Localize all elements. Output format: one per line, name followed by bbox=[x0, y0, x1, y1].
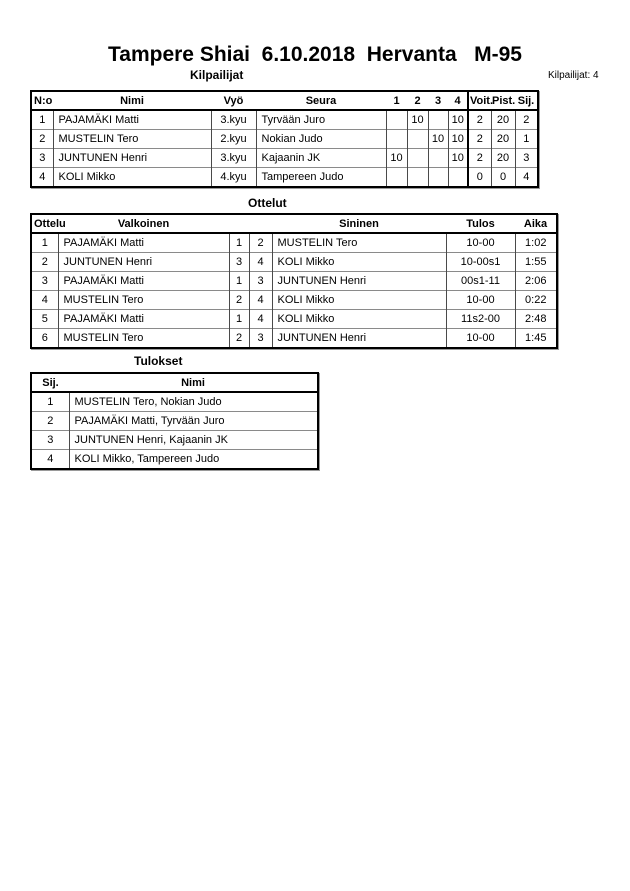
cell-white-name: JUNTUNEN Henri bbox=[58, 253, 229, 272]
competitor-count: Kilpailijat: 4 bbox=[548, 70, 599, 81]
cell-aika: 2:06 bbox=[515, 272, 557, 291]
cell-sij: 3 bbox=[31, 431, 69, 450]
table-header-row bbox=[31, 214, 557, 233]
cell-nimi: MUSTELIN Tero, Nokian Judo bbox=[69, 392, 318, 412]
cell-voit: 2 bbox=[468, 149, 491, 168]
cell-sij: 1 bbox=[515, 130, 538, 149]
table-row bbox=[31, 149, 538, 168]
cell-white-name: MUSTELIN Tero bbox=[58, 291, 229, 310]
table-row bbox=[31, 110, 538, 130]
cell-vyo: 2.kyu bbox=[211, 130, 256, 149]
cell-white-number: 3 bbox=[229, 253, 249, 272]
cell-sij: 4 bbox=[515, 168, 538, 188]
col-header-sininen: Sininen bbox=[272, 214, 446, 233]
matches-table bbox=[30, 213, 558, 349]
col-header-sij: Sij. bbox=[515, 91, 538, 110]
col-header-nimi: Nimi bbox=[53, 91, 211, 110]
section-title-kilpailijat: Kilpailijat bbox=[190, 68, 244, 82]
table-row bbox=[31, 168, 538, 188]
cell-white-number: 2 bbox=[229, 291, 249, 310]
cell-tulos: 10-00 bbox=[446, 291, 515, 310]
table-row bbox=[31, 253, 557, 272]
table-row bbox=[31, 431, 318, 450]
cell-match-no: 5 bbox=[31, 310, 58, 329]
cell-match-no: 4 bbox=[31, 291, 58, 310]
table-row bbox=[31, 450, 318, 470]
cell-white-number: 1 bbox=[229, 233, 249, 253]
table-row bbox=[31, 291, 557, 310]
cell-no: 4 bbox=[31, 168, 53, 188]
cell-aika: 0:22 bbox=[515, 291, 557, 310]
cell-nimi: PAJAMÄKI Matti, Tyrvään Juro bbox=[69, 412, 318, 431]
cell-voit: 0 bbox=[468, 168, 491, 188]
cell-nimi: PAJAMÄKI Matti bbox=[53, 110, 211, 130]
cell-nimi: JUNTUNEN Henri bbox=[53, 149, 211, 168]
cell-round1: 10 bbox=[386, 149, 407, 168]
cell-round2: 10 bbox=[407, 110, 428, 130]
cell-blue-name: JUNTUNEN Henri bbox=[272, 272, 446, 291]
cell-round1 bbox=[386, 168, 407, 188]
cell-round1 bbox=[386, 110, 407, 130]
cell-nimi: JUNTUNEN Henri, Kajaanin JK bbox=[69, 431, 318, 450]
cell-nimi: KOLI Mikko bbox=[53, 168, 211, 188]
cell-round3 bbox=[428, 168, 448, 188]
table-header-row bbox=[31, 373, 318, 392]
table-row bbox=[31, 233, 557, 253]
cell-match-no: 1 bbox=[31, 233, 58, 253]
table-row bbox=[31, 130, 538, 149]
cell-no: 3 bbox=[31, 149, 53, 168]
col-header-no: N:o bbox=[31, 91, 53, 110]
col-header-seura: Seura bbox=[256, 91, 386, 110]
cell-round3: 10 bbox=[428, 130, 448, 149]
table-row bbox=[31, 272, 557, 291]
col-header-nimi: Nimi bbox=[69, 373, 318, 392]
cell-pist: 20 bbox=[491, 149, 515, 168]
cell-sij: 2 bbox=[31, 412, 69, 431]
section-title-tulokset: Tulokset bbox=[134, 354, 183, 368]
table-row bbox=[31, 310, 557, 329]
cell-no: 2 bbox=[31, 130, 53, 149]
cell-aika: 1:45 bbox=[515, 329, 557, 349]
cell-round4 bbox=[448, 168, 468, 188]
col-header-white-number bbox=[229, 214, 249, 233]
cell-blue-name: MUSTELIN Tero bbox=[272, 233, 446, 253]
table-row bbox=[31, 392, 318, 412]
col-header-pist: Pist. bbox=[491, 91, 515, 110]
cell-match-no: 2 bbox=[31, 253, 58, 272]
cell-seura: Tampereen Judo bbox=[256, 168, 386, 188]
col-header-ottelu: Ottelu bbox=[31, 214, 58, 233]
col-header-round3: 3 bbox=[428, 91, 448, 110]
col-header-vyo: Vyö bbox=[211, 91, 256, 110]
cell-aika: 1:55 bbox=[515, 253, 557, 272]
cell-white-number: 1 bbox=[229, 310, 249, 329]
cell-tulos: 00s1-11 bbox=[446, 272, 515, 291]
col-header-round4: 4 bbox=[448, 91, 468, 110]
cell-white-name: PAJAMÄKI Matti bbox=[58, 310, 229, 329]
cell-blue-number: 3 bbox=[249, 329, 272, 349]
cell-round2 bbox=[407, 168, 428, 188]
cell-blue-name: JUNTUNEN Henri bbox=[272, 329, 446, 349]
cell-sij: 4 bbox=[31, 450, 69, 470]
col-header-round2: 2 bbox=[407, 91, 428, 110]
cell-voit: 2 bbox=[468, 110, 491, 130]
cell-round4: 10 bbox=[448, 130, 468, 149]
cell-white-number: 1 bbox=[229, 272, 249, 291]
cell-sij: 2 bbox=[515, 110, 538, 130]
cell-seura: Kajaanin JK bbox=[256, 149, 386, 168]
cell-vyo: 4.kyu bbox=[211, 168, 256, 188]
table-row bbox=[31, 412, 318, 431]
section-title-ottelut: Ottelut bbox=[248, 196, 287, 210]
cell-nimi: MUSTELIN Tero bbox=[53, 130, 211, 149]
page-title: Tampere Shiai 6.10.2018 Hervanta M-95 bbox=[108, 43, 522, 66]
cell-round1 bbox=[386, 130, 407, 149]
cell-white-name: PAJAMÄKI Matti bbox=[58, 272, 229, 291]
table-header-row bbox=[31, 91, 538, 110]
cell-tulos: 10-00s1 bbox=[446, 253, 515, 272]
cell-white-name: MUSTELIN Tero bbox=[58, 329, 229, 349]
cell-vyo: 3.kyu bbox=[211, 110, 256, 130]
cell-tulos: 10-00 bbox=[446, 329, 515, 349]
cell-round3 bbox=[428, 149, 448, 168]
cell-tulos: 10-00 bbox=[446, 233, 515, 253]
cell-vyo: 3.kyu bbox=[211, 149, 256, 168]
cell-sij: 1 bbox=[31, 392, 69, 412]
cell-pist: 20 bbox=[491, 110, 515, 130]
competitors-table bbox=[30, 90, 539, 188]
col-header-tulos: Tulos bbox=[446, 214, 515, 233]
col-header-round1: 1 bbox=[386, 91, 407, 110]
cell-match-no: 6 bbox=[31, 329, 58, 349]
cell-no: 1 bbox=[31, 110, 53, 130]
cell-nimi: KOLI Mikko, Tampereen Judo bbox=[69, 450, 318, 470]
cell-sij: 3 bbox=[515, 149, 538, 168]
table-row bbox=[31, 329, 557, 349]
col-header-sij: Sij. bbox=[31, 373, 69, 392]
results-table bbox=[30, 372, 319, 470]
cell-round3 bbox=[428, 110, 448, 130]
cell-seura: Tyrvään Juro bbox=[256, 110, 386, 130]
col-header-valkoinen: Valkoinen bbox=[58, 214, 229, 233]
cell-blue-name: KOLI Mikko bbox=[272, 253, 446, 272]
cell-seura: Nokian Judo bbox=[256, 130, 386, 149]
cell-aika: 1:02 bbox=[515, 233, 557, 253]
cell-tulos: 11s2-00 bbox=[446, 310, 515, 329]
cell-white-name: PAJAMÄKI Matti bbox=[58, 233, 229, 253]
cell-aika: 2:48 bbox=[515, 310, 557, 329]
cell-round2 bbox=[407, 149, 428, 168]
cell-round4: 10 bbox=[448, 110, 468, 130]
cell-pist: 0 bbox=[491, 168, 515, 188]
col-header-aika: Aika bbox=[515, 214, 557, 233]
cell-match-no: 3 bbox=[31, 272, 58, 291]
cell-voit: 2 bbox=[468, 130, 491, 149]
cell-blue-number: 2 bbox=[249, 233, 272, 253]
cell-blue-number: 4 bbox=[249, 310, 272, 329]
cell-blue-number: 4 bbox=[249, 291, 272, 310]
cell-blue-name: KOLI Mikko bbox=[272, 291, 446, 310]
cell-white-number: 2 bbox=[229, 329, 249, 349]
cell-pist: 20 bbox=[491, 130, 515, 149]
cell-blue-number: 4 bbox=[249, 253, 272, 272]
col-header-voit: Voit. bbox=[468, 91, 491, 110]
cell-blue-name: KOLI Mikko bbox=[272, 310, 446, 329]
cell-blue-number: 3 bbox=[249, 272, 272, 291]
col-header-blue-number bbox=[249, 214, 272, 233]
cell-round2 bbox=[407, 130, 428, 149]
cell-round4: 10 bbox=[448, 149, 468, 168]
